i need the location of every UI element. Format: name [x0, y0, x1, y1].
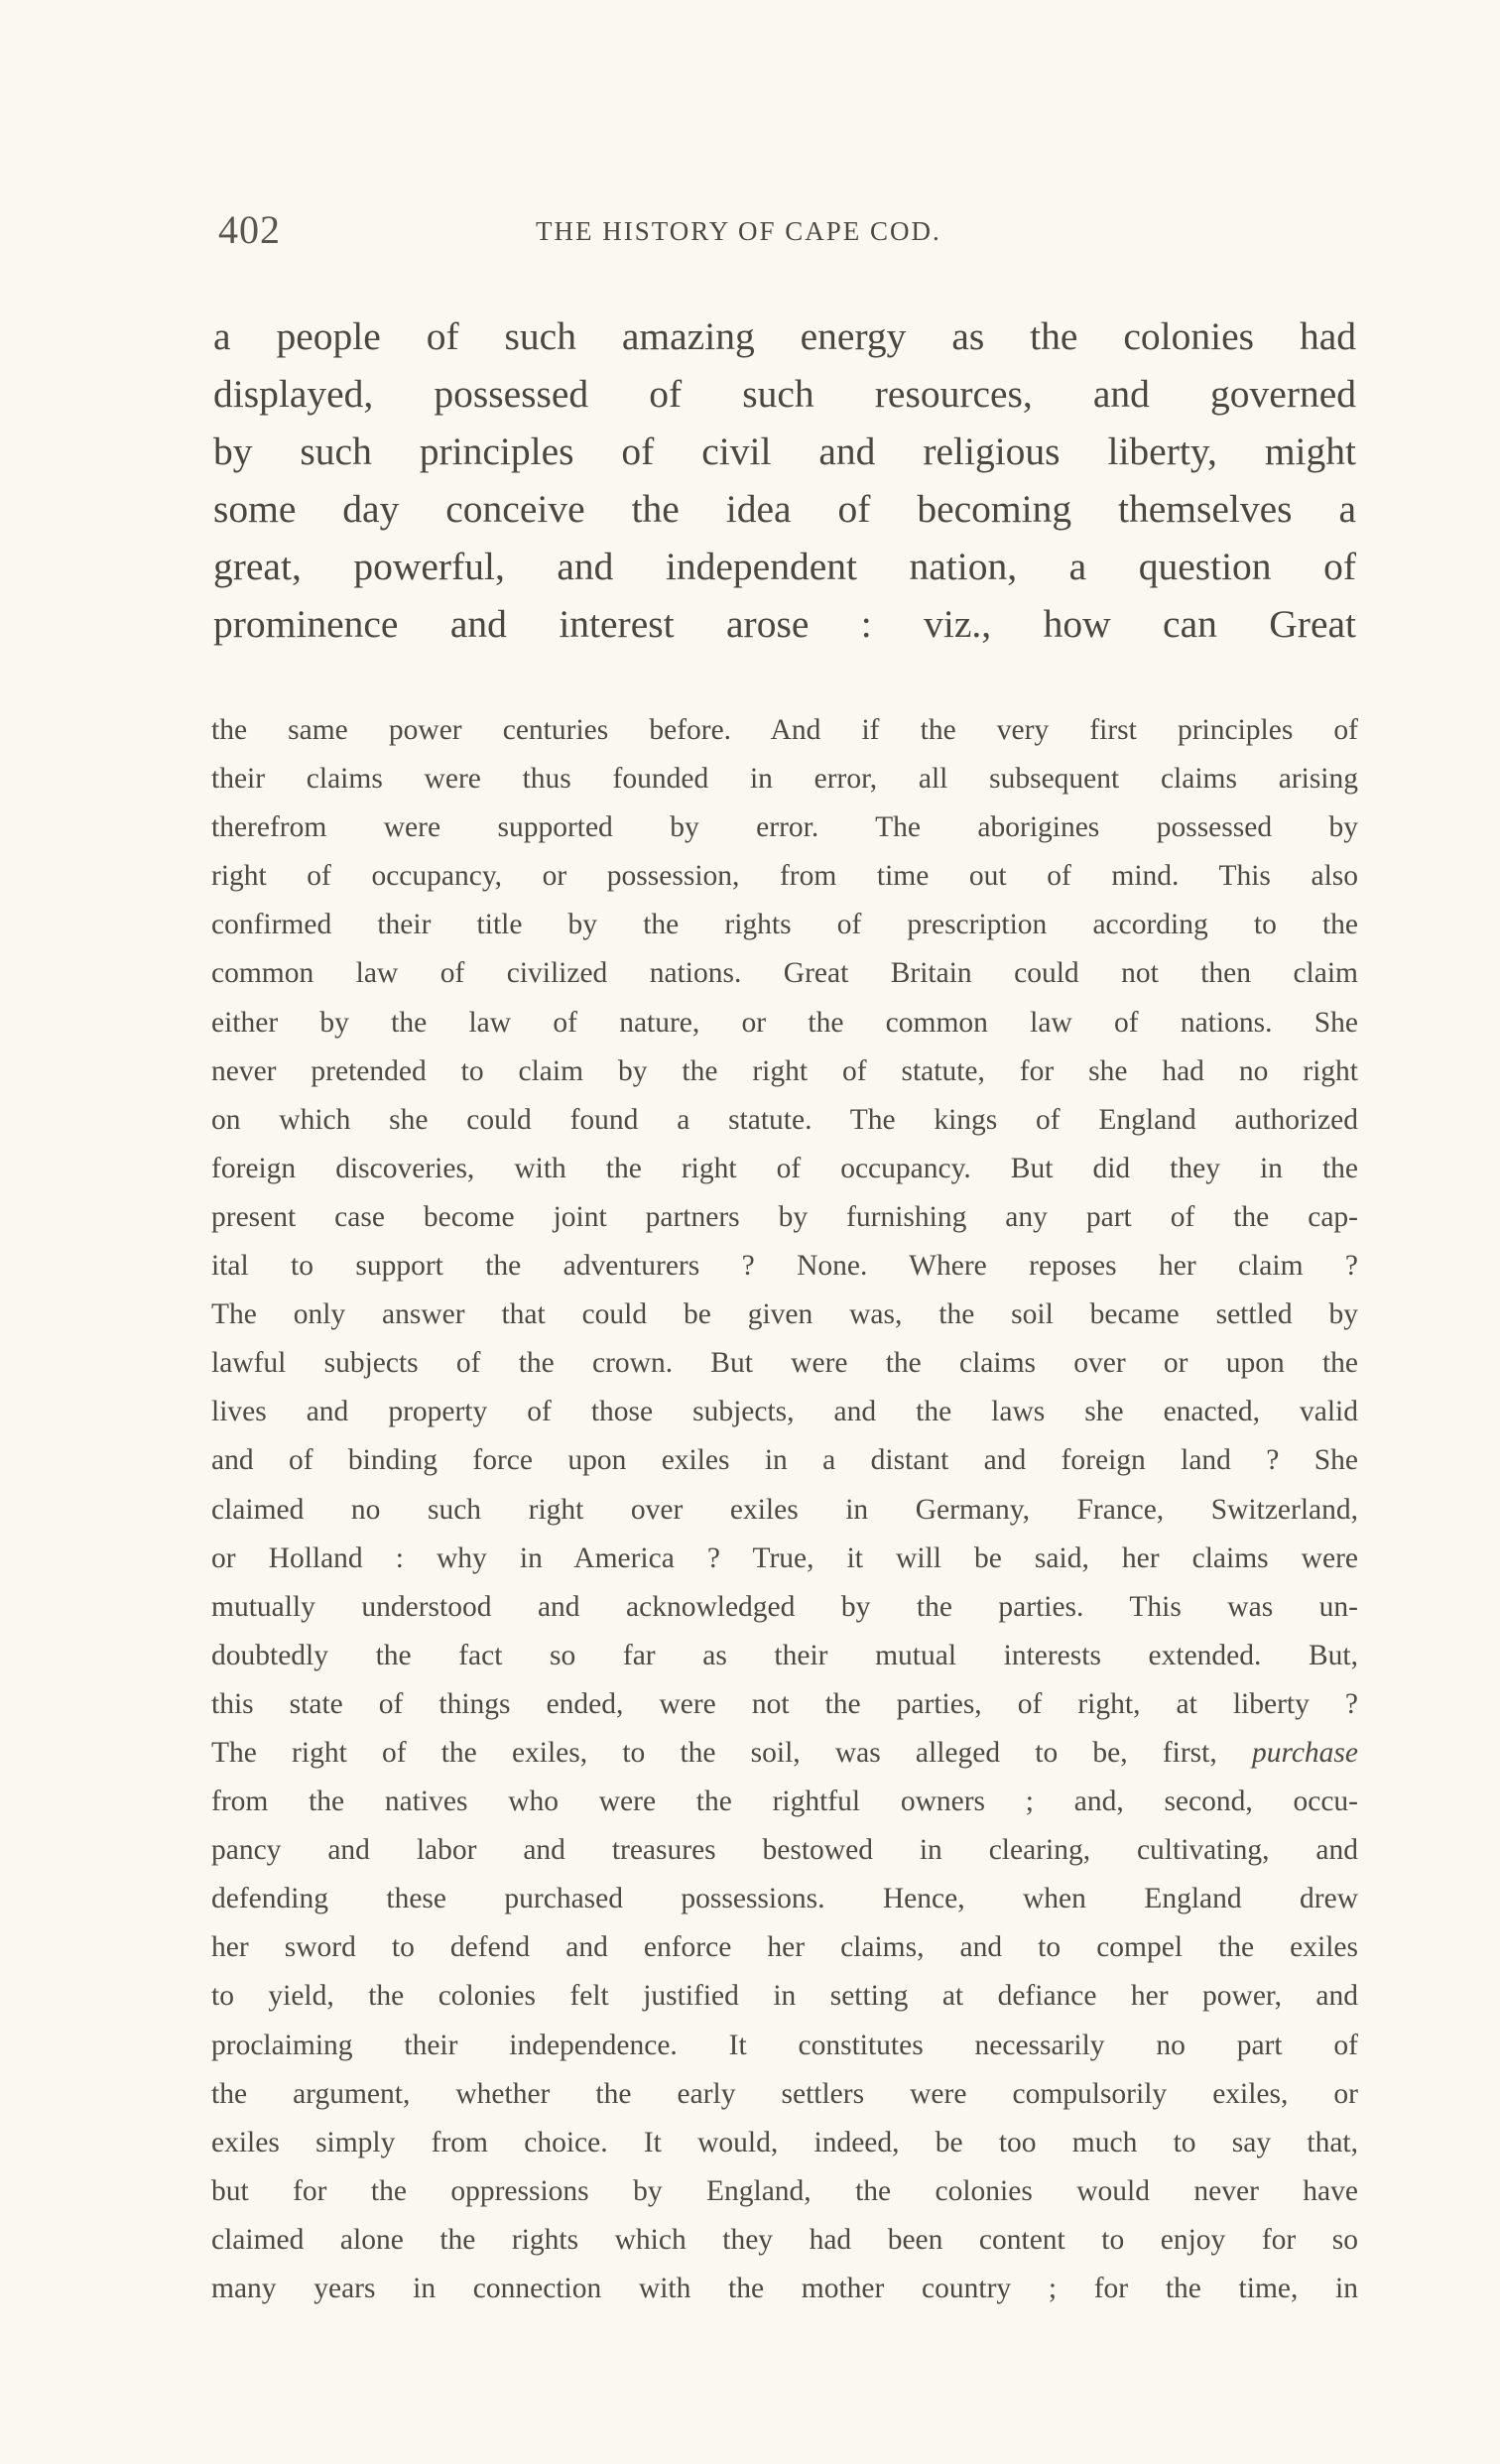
- page-number: 402: [218, 207, 281, 252]
- note-line: mutually understood and acknowledged by the parties. This was un-: [211, 1590, 1358, 1623]
- note-line: and of binding force upon exiles in a distant and foreign land ? She: [211, 1444, 1358, 1477]
- note-line: never pretended to claim by the right of statute, for she had no right: [211, 1054, 1358, 1087]
- note-line: their claims were thus founded in error, all subsequent claims arising: [211, 763, 1358, 796]
- note-line: pancy and labor and treasures bestowed in clearing, cultivating, and: [211, 1834, 1358, 1867]
- note-line: foreign discoveries, with the right of occupancy. But did they in the: [211, 1152, 1358, 1184]
- note-line: or Holland : why in America ? True, it will be said, her claims were: [211, 1541, 1358, 1574]
- note-line: present case become joint partners by furnishing any part of the cap-: [211, 1200, 1358, 1233]
- note-line: this state of things ended, were not the parties, of right, at liberty ?: [211, 1687, 1358, 1720]
- note-line: therefrom were supported by error. The aborigines possessed by: [211, 811, 1358, 844]
- note-line: The only answer that could be given was, the soil became settled by: [211, 1298, 1358, 1331]
- note-line: right of occupancy, or possession, from time out of mind. This also: [211, 860, 1358, 893]
- note-line: from the natives who were the rightful owners ; and, second, occu-: [211, 1786, 1358, 1818]
- note-line: ital to support the adventurers ? None. Where reposes her claim ?: [211, 1250, 1358, 1283]
- note-line: to yield, the colonies felt justified in setting at defiance her power, and: [211, 1980, 1358, 2013]
- note-line: exiles simply from choice. It would, indeed, be too much to say that,: [211, 2126, 1358, 2158]
- note-line: the argument, whether the early settlers were compulsorily exiles, or: [211, 2077, 1358, 2110]
- note-line: lives and property of those subjects, and the laws she enacted, valid: [211, 1396, 1358, 1428]
- note-line: claimed alone the rights which they had been content to enjoy for so: [211, 2223, 1358, 2256]
- running-head: [208, 206, 1359, 258]
- main-paragraph: [213, 308, 1356, 653]
- note-line: proclaiming their independence. It constitutes necessarily no part of: [211, 2029, 1358, 2061]
- note-line: common law of civilized nations. Great Britain could not then claim: [211, 957, 1358, 990]
- body-line: displayed, possessed of such resources, and governed: [213, 372, 1356, 416]
- note-line-with-italic: [211, 1729, 1358, 1778]
- note-line: her sword to defend and enforce her claims, and to compel the exiles: [211, 1931, 1358, 1964]
- note-line-text: The right of the exiles, to the soil, was alleged to be, first,: [211, 1736, 1217, 1769]
- note-line: the same power centuries before. And if the very first principles of: [211, 714, 1358, 746]
- note-line: confirmed their title by the rights of prescription according to the: [211, 909, 1358, 941]
- italic-word: purchase: [1251, 1736, 1358, 1769]
- footnote-paragraph: [211, 706, 1358, 2313]
- note-line: on which she could found a statute. The kings of England authorized: [211, 1103, 1358, 1136]
- running-title: THE HISTORY OF CAPE COD.: [536, 216, 941, 246]
- note-line: lawful subjects of the crown. But were the claims over or upon the: [211, 1347, 1358, 1380]
- body-line: by such principles of civil and religious liberty, might: [213, 430, 1356, 473]
- note-line: doubtedly the fact so far as their mutual interests extended. But,: [211, 1639, 1358, 1671]
- note-line: either by the law of nature, or the common law of nations. She: [211, 1006, 1358, 1039]
- note-line: defending these purchased possessions. Hence, when England drew: [211, 1883, 1358, 1915]
- body-line: some day conceive the idea of becoming themselves a: [213, 487, 1356, 531]
- body-line: prominence and interest arose : viz., how can Great: [213, 602, 1356, 646]
- note-line: many years in connection with the mother country ; for the time, in: [211, 2273, 1358, 2304]
- body-line: a people of such amazing energy as the colonies had: [213, 314, 1356, 358]
- note-line: but for the oppressions by England, the colonies would never have: [211, 2174, 1358, 2207]
- note-line: claimed no such right over exiles in Germany, France, Switzerland,: [211, 1493, 1358, 1526]
- body-line: great, powerful, and independent nation, a question of: [213, 545, 1356, 588]
